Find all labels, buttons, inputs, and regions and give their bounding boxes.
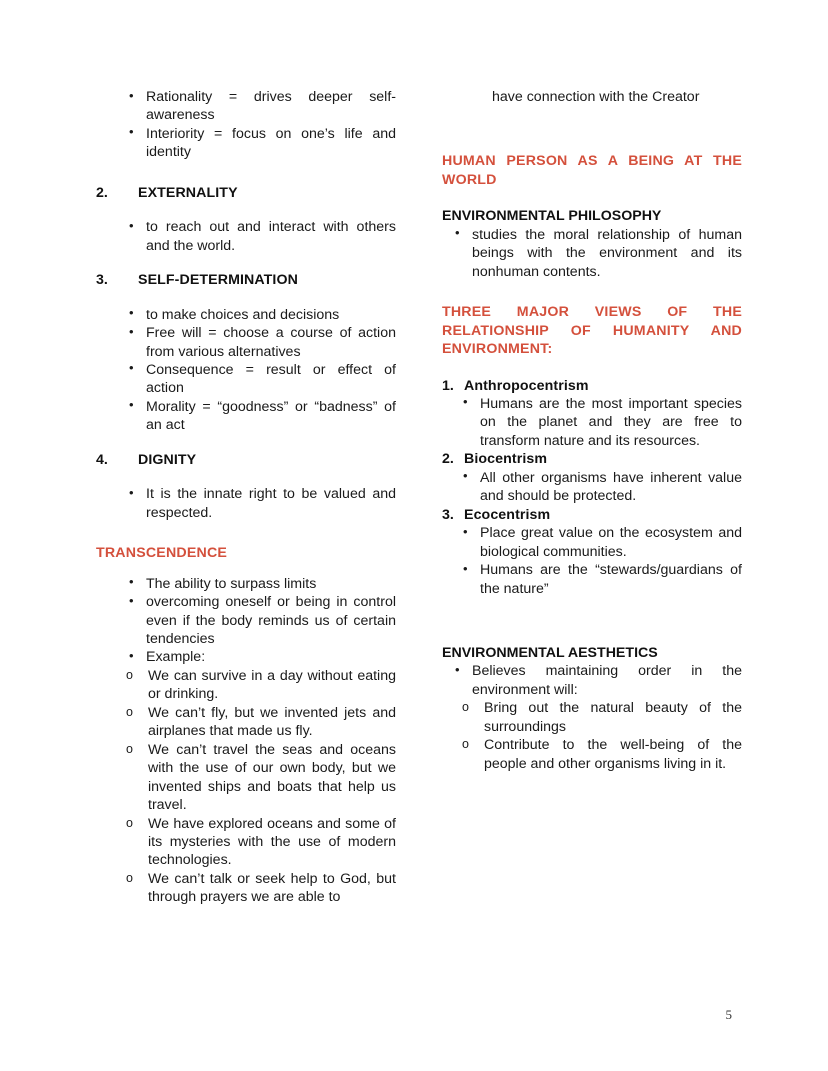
self-determination-heading xyxy=(96,271,396,289)
list-item: o We can’t talk or seek help to God, but through prayers we are able to xyxy=(148,870,396,907)
list-item: • Believes maintaining order in the environment will: xyxy=(472,662,742,699)
environmental-philosophy-heading: ENVIRONMENTAL PHILOSOPHY xyxy=(442,208,662,225)
list-item: • It is the innate right to be valued and respected. xyxy=(146,485,396,522)
list-item: • Free will = choose a course of action from various alternatives xyxy=(146,324,396,361)
page-number: 5 xyxy=(725,1007,732,1022)
dignity-bullet-list xyxy=(96,485,396,522)
being-at-world-heading: HUMAN PERSON AS A BEING AT THE WORLD xyxy=(442,153,742,188)
list-item: • Humans are the “stewards/guardians of the nature” xyxy=(480,561,742,598)
ecocentrism-title: Ecocentrism xyxy=(464,506,551,523)
intro-bullet-list xyxy=(96,88,396,162)
list-item: • Humans are the most important species on the planet and they are free to transform nature and its resources. xyxy=(480,395,742,450)
anthropocentrism-heading xyxy=(442,377,742,395)
list-item: • Consequence = result or effect of action xyxy=(146,361,396,398)
list-item: • Place great value on the ecosystem and biological communities. xyxy=(480,524,742,561)
dignity-heading xyxy=(96,451,396,469)
list-item: • All other organisms have inherent value and should be protected. xyxy=(480,469,742,506)
list-item: o We can survive in a day without eating or drinking. xyxy=(148,667,396,704)
two-column-layout xyxy=(96,88,742,988)
list-item: o We can’t travel the seas and oceans with the use of our own body, but we invented ships and boats that help us travel. xyxy=(148,741,396,815)
transcendence-example-list xyxy=(96,667,396,907)
ecocentrism-bullet-list xyxy=(442,524,742,598)
list-item: o We have explored oceans and some of its mysteries with the use of modern technologies. xyxy=(148,815,396,870)
environmental-aesthetics-sub-list xyxy=(442,699,742,773)
three-views-heading: THREE MAJOR VIEWS OF THE RELATIONSHIP OF HUMANITY AND ENVIRONMENT: xyxy=(442,304,742,358)
biocentrism-bullet-list xyxy=(442,469,742,506)
environmental-philosophy-bullet-list xyxy=(442,226,742,281)
continuation-text: have connection with the Creator xyxy=(492,89,700,105)
anthropocentrism-bullet-list xyxy=(442,395,742,450)
ecocentrism-heading xyxy=(442,506,742,524)
self-determination-number: 3. xyxy=(96,272,108,289)
biocentrism-number: 2. xyxy=(442,451,454,468)
anthropocentrism-title: Anthropocentrism xyxy=(464,377,589,394)
environmental-aesthetics-bullet-list xyxy=(442,662,742,699)
anthropocentrism-number: 1. xyxy=(442,377,454,394)
externality-heading xyxy=(96,184,396,202)
dignity-title: DIGNITY xyxy=(138,451,197,468)
list-item: • to make choices and decisions xyxy=(146,306,396,324)
list-item: • The ability to surpass limits xyxy=(146,575,396,593)
externality-bullet-list xyxy=(96,218,396,255)
list-item: • to reach out and interact with others and the world. xyxy=(146,218,396,255)
list-item: • overcoming oneself or being in control even if the body reminds us of certain tendencies xyxy=(146,593,396,648)
list-item: • Morality = “goodness” or “badness” of an act xyxy=(146,398,396,435)
transcendence-bullet-list xyxy=(96,575,396,667)
list-item: o We can’t fly, but we invented jets and airplanes that made us fly. xyxy=(148,704,396,741)
externality-title: EXTERNALITY xyxy=(138,184,238,201)
list-item: • Example: xyxy=(146,648,396,666)
list-item: o Contribute to the well-being of the people and other organisms living in it. xyxy=(484,736,742,773)
self-determination-title: SELF-DETERMINATION xyxy=(138,272,298,289)
dignity-number: 4. xyxy=(96,451,108,468)
self-determination-bullet-list xyxy=(96,306,396,435)
list-item: • Interiority = focus on one’s life and identity xyxy=(146,125,396,162)
list-item: • studies the moral relationship of human beings with the environment and its nonhuman contents. xyxy=(472,226,742,281)
list-item: • Rationality = drives deeper self-awareness xyxy=(146,88,396,125)
left-column xyxy=(96,88,396,907)
biocentrism-heading xyxy=(442,450,742,468)
biocentrism-title: Biocentrism xyxy=(464,451,548,468)
environmental-aesthetics-heading: ENVIRONMENTAL AESTHETICS xyxy=(442,644,658,661)
externality-number: 2. xyxy=(96,184,108,201)
list-item: o Bring out the natural beauty of the surroundings xyxy=(484,699,742,736)
right-column xyxy=(442,88,742,773)
transcendence-heading: TRANSCENDENCE xyxy=(96,545,228,562)
ecocentrism-number: 3. xyxy=(442,506,454,523)
